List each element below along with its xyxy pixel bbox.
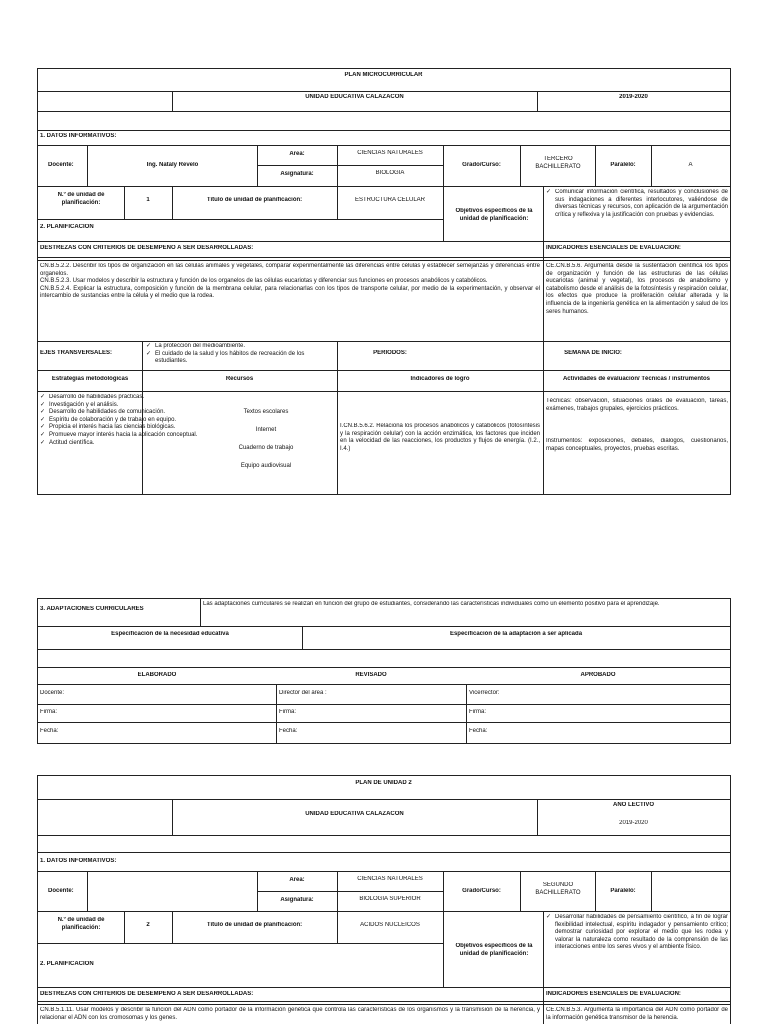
indicadores-label: INDICADORES ESENCIALES DE EVALUACIÓN: [546,991,681,997]
paralelo-label: Paralelo: [610,162,636,168]
area-value: CIENCIAS NATURALES [357,876,423,882]
objetivos-list [546,189,728,219]
firma-label: Firma: [279,709,296,715]
school-name: UNIDAD EDUCATIVA CALAZACÓN [305,811,404,817]
recurso-item: Cuaderno de trabajo [238,445,294,451]
grado-label: Grado/Curso: [462,888,501,894]
paralelo-label: Paralelo: [610,888,636,894]
aprobado-label: APROBADO [580,672,616,678]
estrategia-item: ✓ Espíritu de colaboración y de trabajo en equipo. [40,417,200,425]
section-planificacion: 2. PLANIFICACIÓN [40,224,94,230]
school-year: 2019-2020 [619,820,648,826]
periodos-label: PERIODOS: [373,350,407,356]
ejes-label: EJES TRANSVERSALES: [40,350,113,356]
recurso-item: Textos escolares [243,409,289,415]
asignatura-label: Asignatura: [280,897,314,903]
estrategia-item: ✓ Actitud científica. [40,440,200,448]
section-planificacion: 2. PLANIFICACIÓN [40,961,94,967]
logro-text: I.CN.B.5.6.2. Relaciona los procesos anabólicos y catabólicos (fotosíntesis y la respiración celular) con la acción enzimática, los factores que inciden en la velocidad de las reacciones, los productos y flujos de energía. (I.2., I.4.) [340,423,540,452]
adaptaciones-text: Las adaptaciones curriculares se realizan en función del grupo de estudiantes, considerando las características individuales como un elemento positivo para el aprendizaje. [203,601,660,607]
destrezas-label: DESTREZAS CON CRITERIOS DE DESEMPEÑO A SER DESARROLLADAS: [40,245,254,251]
indicadores-text: CE.CN.B.5.6. Argumenta desde la sustentación científica los tipos de organización y función de las estructuras de las células eucariotas (animal y vegetal), los procesos de anabolismo y catabolismo desde el análisis de la fotosíntesis y respiración celular, los efectos que produce la proliferación celular alterada y la influencia de la ingeniería genética en la alimentación y salud de los seres humanos. [546,263,728,315]
unidad-value: 2 [146,922,150,928]
firma-label: Firma: [40,709,57,715]
recursos-label: Recursos [225,376,254,382]
firma-label: Firma: [469,709,486,715]
instrumentos-text: Instrumentos: exposiciones, debates, diálogos, cuestionarios, mapas conceptuales, proyectos, pruebas escritas. [546,438,728,452]
estrategia-item: ✓ Promueve mayor interés hacia la aplicación conceptual. [40,432,200,440]
destreza-item: CN.B.5.2.4. Explicar la estructura, composición y función de la membrana celular, para relacionarlas con los tipos de transporte celular, por medio de la experimentación, y observar el intercambio de sustancias entre la célula y el medio que la rodea. [40,285,540,300]
plan-title: PLAN MICROCURRICULAR [344,72,423,78]
titulo-label: Título de unidad de planificación: [206,197,303,203]
unidad-label: N.º de unidad de planificación: [57,917,105,931]
tecnicas-text: Técnicas: observación, situaciones orales de evaluación, tareas, exámenes, trabajos grupales, ejercicios prácticos. [546,398,728,412]
unidad-value: 1 [146,197,150,203]
objetivos-item: ✓ Desarrollar habilidades de pensamiento científico, a fin de lograr flexibilidad intelectual, espíritu indagador y pensamiento crítico; demostrar curiosidad por explorar el medio que les rodea y valorar la naturaleza como resultado de la comprensión de las interacciones entre los seres vivos y el ambiente físico. [546,914,728,952]
section-adaptaciones: 3. ADAPTACIONES CURRICULARES [40,606,144,612]
grado-value: SEGUNDO BACHILLERATO [535,882,581,896]
logro-label: Indicadores de logro [410,376,470,382]
grado-label: Grado/Curso: [462,162,501,168]
eje-item: ✓ El cuidado de la salud y los hábitos de recreación de los estudiantes. [146,351,336,366]
area-label: Área: [289,877,305,883]
revisado-label: REVISADO [355,672,387,678]
unidad-label: N.º de unidad de planificación: [57,192,105,206]
section-datos-informativos: 1. DATOS INFORMATIVOS: [40,858,117,864]
docente-value: Ing. Nataly Revelo [146,162,199,168]
area-label: Área: [289,151,305,157]
docente-label: Docente: [48,162,74,168]
estrategia-item: ✓ Desarrollo de habilidades prácticas. [40,394,200,402]
estrategia-item: ✓ Desarrollo de habilidades de comunicación. [40,409,200,417]
docente-label: Docente: [48,888,74,894]
titulo-value: ACIDOS NUCLEICOS [360,922,420,928]
asignatura-value: BIOLOGÍA [375,170,405,176]
docente-sign-label: Docente: [40,690,65,696]
adaptacion-label: Especificación de la adaptación a ser aplicada [449,631,583,637]
indicadores-text: CE.CN.B.5.3. Argumenta la importancia del ADN como portador de la información genética transmisor de la herencia. [546,1007,728,1021]
director-sign-label: Director del área : [279,690,327,696]
destreza-item: CN.B.5.2.3. Usar modelos y describir la estructura y función de los organelos de las células eucariotas y diferenciar sus funciones en procesos anabólicos y catabólicos. [40,278,488,285]
asignatura-value: BIOLOGÍA SUPERIOR [359,896,421,902]
semana-label: SEMANA DE INICIO: [564,350,622,356]
vicerrector-sign-label: Vicerrector: [469,690,500,696]
year-label: AÑO LECTIVO [612,802,654,808]
destrezas-label: DESTREZAS CON CRITERIOS DE DESEMPEÑO A SER DESARROLLADAS: [40,991,254,997]
estrategias-label: Estrategias metodológicas [51,376,129,382]
objetivos-label: Objetivos específicos de la unidad de planificación: [455,208,533,222]
indicadores-label: INDICADORES ESENCIALES DE EVALUACIÓN: [546,245,681,251]
objetivos-label: Objetivos específicos de la unidad de planificación: [455,943,533,957]
destreza-item: CN.B.5.2.2. Describir los tipos de organización en las células animales y vegetales, comparar experimentalmente las diferencias entre células y establecer semejanzas y diferencias entre organelos. [40,263,540,277]
fecha-label: Fecha: [469,728,488,734]
school-name: UNIDAD EDUCATIVA CALAZACÓN [305,94,404,100]
recursos-list [200,408,332,470]
grado-value: TERCERO BACHILLERATO [535,156,581,170]
fecha-label: Fecha: [40,728,59,734]
school-year: 2019-2020 [619,94,648,100]
actividades-label: Actividades de evaluación/ Técnicas / instrumentos [562,376,711,382]
estrategia-item: ✓ Propicia el interés hacia las ciencias biológicas. [40,424,200,432]
recurso-item: Equipo audiovisual [240,463,292,469]
plan-title: PLAN DE UNIDAD 2 [355,780,412,786]
estrategia-item: ✓ Investigación y el análisis. [40,402,200,410]
objetivos-item: ✓ Comunicar información científica, resultados y conclusiones de sus indagaciones a diferentes interlocutores, valiéndose de diversas técnicas y recursos, con aplicación de la argumentación crítica y reflexiva y la justificación con pruebas y evidencias. [546,189,728,219]
elaborado-label: ELABORADO [137,672,177,678]
titulo-value: ESTRUCTURA CELULAR [354,197,425,203]
area-value: CIENCIAS NATURALES [357,150,423,156]
paralelo-value: A [688,162,693,168]
titulo-label: Título de unidad de planificación: [206,922,303,928]
section-datos-informativos: 1. DATOS INFORMATIVOS: [40,133,117,139]
estrategias-list [40,394,200,447]
objetivos-list [546,914,728,952]
asignatura-label: Asignatura: [280,171,314,177]
recurso-item: Internet [255,427,277,433]
destrezas-text [40,263,540,301]
ejes-list [146,343,336,366]
destrezas-text: CN.B.5.1.11. Usar modelos y describir la función del ADN como portador de la información genética que controla las características de los organismos y la transmisión de la herencia, y relacionar el ADN con los cromosomas y los genes. [40,1007,540,1021]
necesidad-label: Especificación de la necesidad educativa [111,631,229,637]
fecha-label: Fecha: [279,728,298,734]
eje-item: ✓ La protección del medioambiente. [146,343,336,351]
